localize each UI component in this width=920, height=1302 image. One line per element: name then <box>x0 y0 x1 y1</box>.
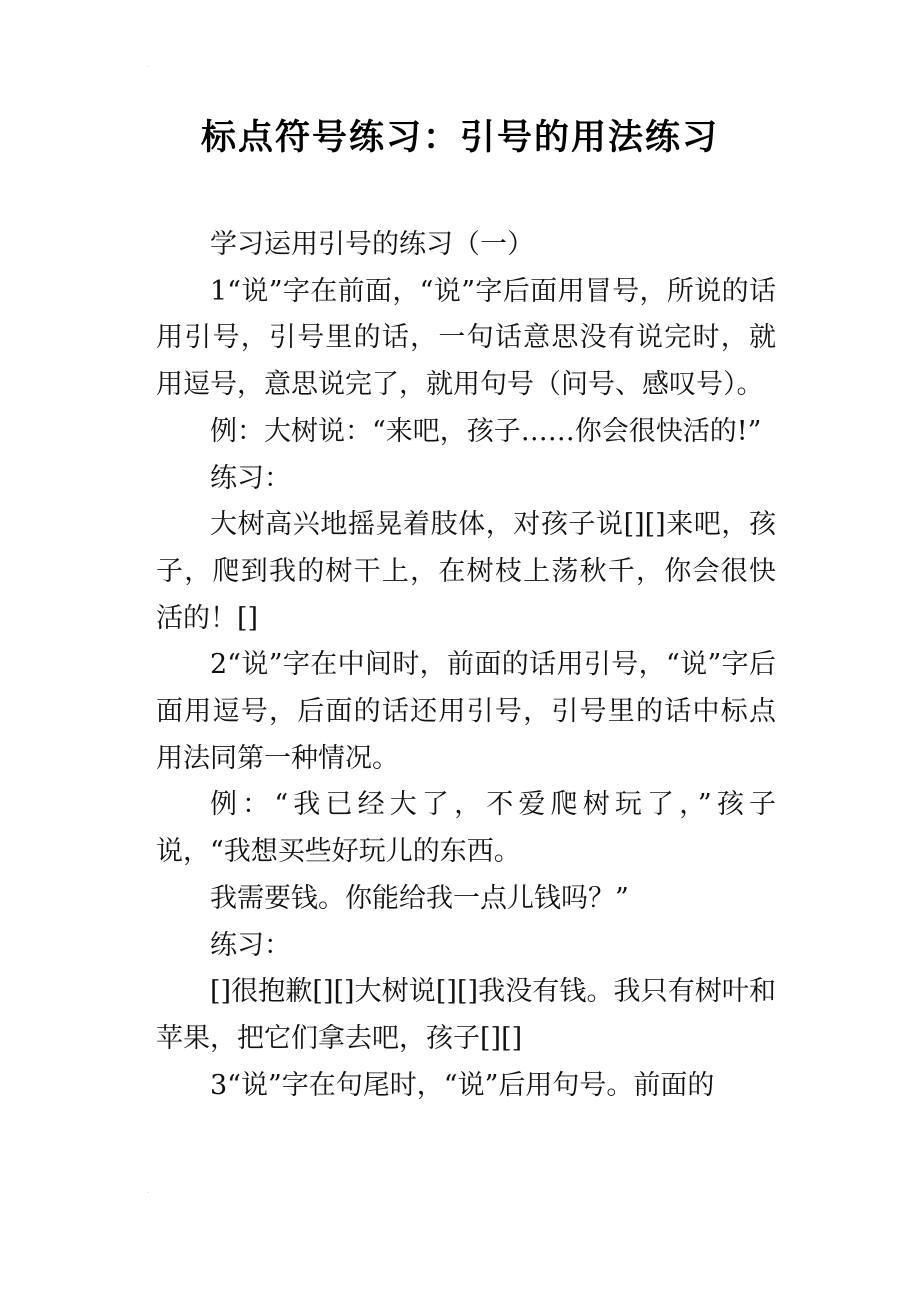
paragraph-rule-1: 1“说”字在前面，“说”字后面用冒号，所说的话用引号，引号里的话，一句话意思没有说完时，就用逗号，意思说完了，就用句号（问号、感叹号）。 <box>156 275 776 401</box>
page-title: 标点符号练习：引号的用法练习 <box>200 118 719 158</box>
scan-mark-top: ˙ <box>146 66 151 76</box>
paragraph-example-1: 例：大树说：“来吧，孩子……你会很快活的!” <box>210 415 762 447</box>
paragraph-exercise-label-2: 练习： <box>210 929 291 961</box>
paragraph-rule-3: 3“说”字在句尾时，“说”后用句号。前面的 <box>210 1069 715 1101</box>
paragraph-rule-2: 2“说”字在中间时，前面的话用引号，“说”字后面用逗号，后面的话还用引号，引号里的话中标点用法同第一种情况。 <box>156 649 776 774</box>
scan-mark-bottom: ˙ <box>146 1192 151 1202</box>
paragraph-exercise-label-1: 练习： <box>210 462 291 494</box>
paragraph-example-2-cont: 我需要钱。你能给我一点儿钱吗？” <box>210 882 629 914</box>
paragraph-section-heading: 学习运用引号的练习（一） <box>210 229 534 260</box>
paragraph-exercise-1: 大树高兴地摇晃着肢体，对孩子说[][]来吧，孩子，爬到我的树干上，在树枝上荡秋千，你会很快活的！[] <box>156 509 776 634</box>
document-body <box>156 222 776 1109</box>
paragraph-example-2: 例：“我已经大了，不爱爬树玩了，”孩子说，“我想买些好玩儿的东西。 <box>156 789 776 868</box>
paragraph-exercise-2: []很抱歉[][]大树说[][]我没有钱。我只有树叶和苹果，把它们拿去吧，孩子[][] <box>156 976 776 1054</box>
